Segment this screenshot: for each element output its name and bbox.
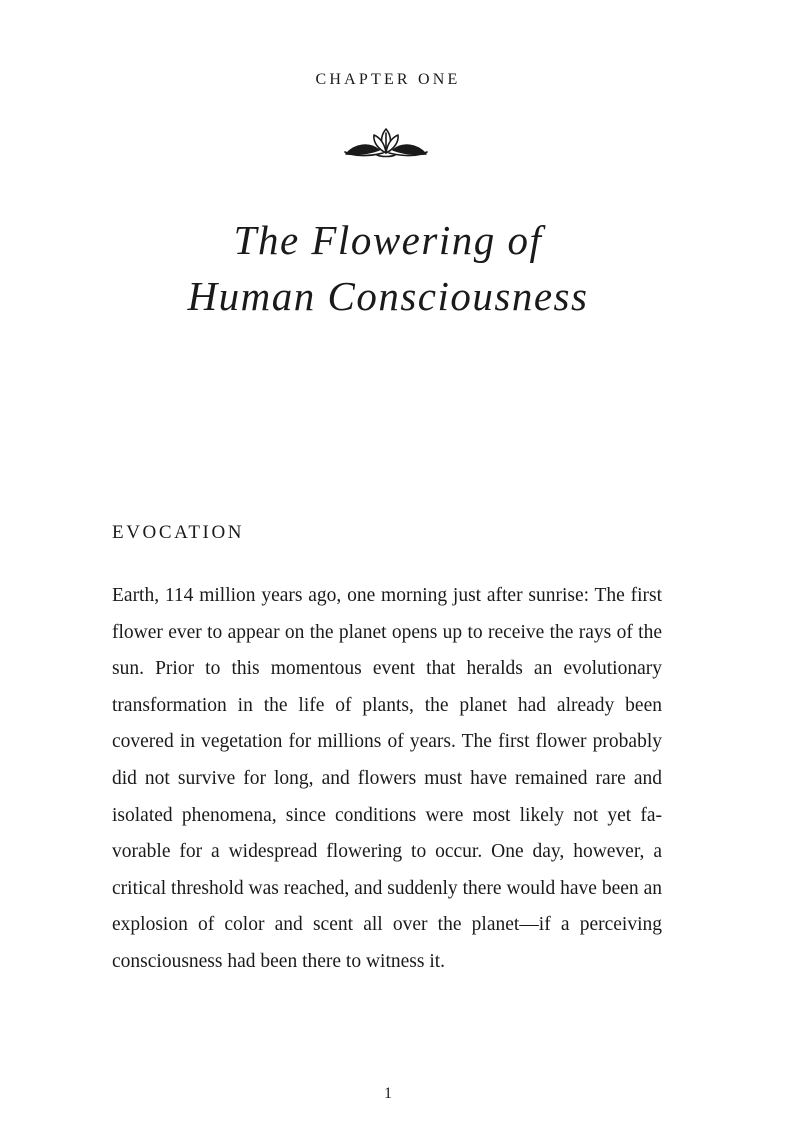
- chapter-title: [0, 212, 776, 324]
- page-number: 1: [384, 1085, 392, 1102]
- body-paragraph: Earth, 114 million years ago, one morning just after sunrise: The first flower ever to appear on the planet opens up to receive the rays of the sun. Prior to this momentous event that heralds an evolutionary transformation in the life of plants, the planet had already been covered in vegetation for millions of years. The first flower probably did not survive for long, and flowers must have remained rare and isolated phenomena, since conditions were most likely not yet favorable for a widespread flowering to occur. One day, however, a critical threshold was reached, and suddenly there would have been an explosion of color and scent all over the planet—if a perceiving consciousness had been there to witness it.: [112, 585, 662, 972]
- chapter-label: CHAPTER ONE: [315, 71, 461, 88]
- chapter-title-line-2: Human Consciousness: [187, 273, 589, 319]
- lotus-flourish-icon: [343, 126, 429, 160]
- section-heading: EVOCATION: [112, 522, 245, 543]
- chapter-title-line-1: The Flowering of: [233, 217, 543, 263]
